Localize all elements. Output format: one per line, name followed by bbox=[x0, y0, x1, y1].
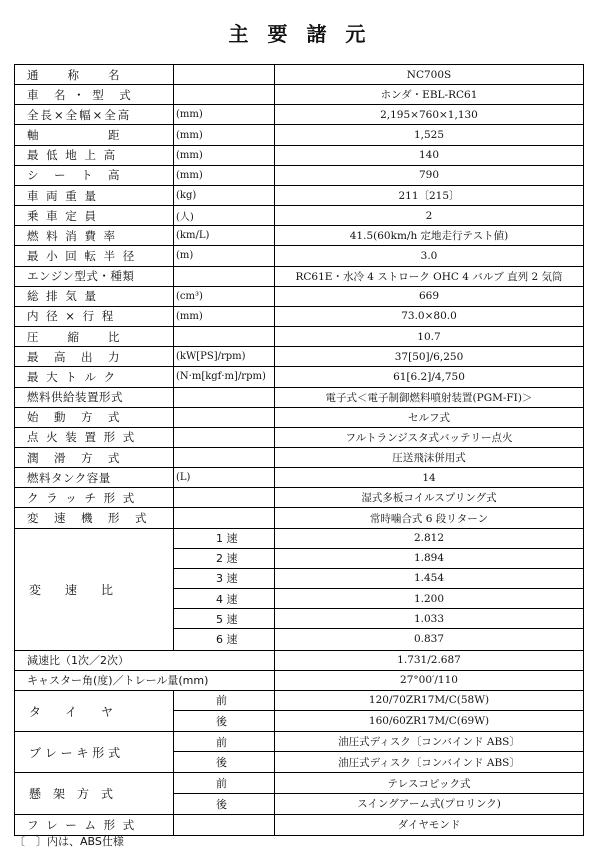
row-unit: (cm³) bbox=[174, 287, 275, 306]
row-label: 変 速 機 形 式 bbox=[15, 508, 174, 527]
row-unit: (L) bbox=[174, 468, 275, 487]
row-label: 内 径 × 行 程 bbox=[15, 307, 174, 326]
row-value: 電子式＜電子制御燃料噴射装置(PGM-FI)＞ bbox=[325, 391, 533, 404]
gear-ratio-label: 変 速 比 bbox=[15, 529, 174, 650]
footnote: 〔 〕内は、ABS仕様 bbox=[14, 835, 124, 848]
gear-name: 4 速 bbox=[174, 589, 275, 608]
row-unit: (m) bbox=[174, 246, 275, 265]
row-value: 圧送飛沫併用式 bbox=[392, 452, 466, 465]
row-value: NC700S bbox=[406, 68, 452, 81]
row-label: ク ラ ッ チ 形 式 bbox=[15, 488, 174, 507]
row-label: 点 火 装 置 形 式 bbox=[15, 428, 174, 447]
row-value: 669 bbox=[418, 290, 440, 303]
row-value: 790 bbox=[418, 169, 440, 182]
row-unit bbox=[174, 815, 275, 835]
gear-name: 2 速 bbox=[174, 549, 275, 568]
gear-value: 1.200 bbox=[413, 592, 445, 605]
row-unit: (人) bbox=[174, 206, 275, 225]
row-unit: (N·m[kgf·m]/rpm) bbox=[174, 367, 275, 386]
table-row bbox=[15, 146, 583, 166]
table-row bbox=[15, 488, 583, 508]
table-row bbox=[15, 307, 583, 327]
sub-label: 前 bbox=[174, 691, 275, 710]
row-label: 軸 距 bbox=[15, 125, 174, 144]
row-label: 減速比（1次／2次） bbox=[15, 651, 275, 670]
row-unit bbox=[174, 428, 275, 447]
gear-value: 1.033 bbox=[413, 612, 445, 625]
tire-label: タ イ ヤ bbox=[15, 691, 174, 731]
row-label: 乗 車 定 員 bbox=[15, 206, 174, 225]
gear-row bbox=[174, 549, 583, 569]
row-label: 車 両 重 量 bbox=[15, 186, 174, 205]
row-label: シ ー ト 高 bbox=[15, 166, 174, 185]
spec-table bbox=[14, 64, 584, 836]
row-value: 3.0 bbox=[420, 249, 438, 262]
row-label: エンジン型式・種類 bbox=[15, 267, 174, 286]
row-value: フルトランジスタ式バッテリー点火 bbox=[345, 431, 513, 444]
sub-row bbox=[174, 691, 583, 711]
row-unit bbox=[174, 448, 275, 467]
row-unit bbox=[174, 388, 275, 407]
row-value: 140 bbox=[418, 149, 440, 162]
row-unit: (km/L) bbox=[174, 226, 275, 245]
row-value: 61[6.2]/4,750 bbox=[393, 370, 465, 383]
row-unit bbox=[174, 508, 275, 527]
row-label: 燃料供給装置形式 bbox=[15, 388, 174, 407]
sub-label: 前 bbox=[174, 773, 275, 792]
gear-name: 5 速 bbox=[174, 609, 275, 628]
table-row bbox=[15, 815, 583, 835]
table-row bbox=[15, 508, 583, 528]
table-row bbox=[15, 125, 583, 145]
row-label: 最 大 ト ル ク bbox=[15, 367, 174, 386]
row-value: ホンダ・EBL-RC61 bbox=[380, 89, 478, 102]
gear-value: 1.894 bbox=[413, 552, 445, 565]
row-label: 最 小 回 転 半 径 bbox=[15, 246, 174, 265]
gear-ratio-group bbox=[15, 529, 583, 651]
suspension-group bbox=[15, 773, 583, 814]
sub-row bbox=[174, 794, 583, 814]
row-unit bbox=[174, 408, 275, 427]
row-label: 総 排 気 量 bbox=[15, 287, 174, 306]
sub-value: テレスコピック式 bbox=[387, 777, 471, 790]
sub-label: 後 bbox=[174, 711, 275, 731]
table-row bbox=[15, 246, 583, 266]
sub-label: 後 bbox=[174, 794, 275, 814]
gear-row bbox=[174, 629, 583, 649]
row-label: 燃料タンク容量 bbox=[15, 468, 174, 487]
row-value: 37[50]/6,250 bbox=[394, 350, 464, 363]
row-unit: (kg) bbox=[174, 186, 275, 205]
gear-name: 1 速 bbox=[174, 529, 275, 548]
gear-value: 1.454 bbox=[413, 572, 445, 585]
gear-value: 2.812 bbox=[413, 532, 445, 545]
row-unit: (mm) bbox=[174, 146, 275, 165]
sub-row bbox=[174, 732, 583, 752]
sub-row bbox=[174, 752, 583, 772]
row-value: ダイヤモンド bbox=[397, 819, 461, 832]
gear-row bbox=[174, 589, 583, 609]
brake-group bbox=[15, 732, 583, 773]
sub-value: 油圧式ディスク〔コンバインド ABS〕 bbox=[338, 756, 520, 769]
row-label: 全長×全幅×全高 bbox=[15, 105, 174, 124]
table-row bbox=[15, 428, 583, 448]
table-row bbox=[15, 651, 583, 671]
row-label: 圧 縮 比 bbox=[15, 327, 174, 346]
row-unit bbox=[174, 267, 275, 286]
gear-row bbox=[174, 529, 583, 549]
table-row bbox=[15, 105, 583, 125]
table-row bbox=[15, 65, 583, 85]
sub-value: 油圧式ディスク〔コンバインド ABS〕 bbox=[338, 736, 520, 749]
gear-name: 6 速 bbox=[174, 629, 275, 649]
brake-label: ブ レ ー キ 形 式 bbox=[15, 732, 174, 772]
suspension-label: 懸 架 方 式 bbox=[15, 773, 174, 813]
row-value: 41.5(60km/h 定地走行テスト値) bbox=[349, 230, 509, 243]
sub-value: 160/60ZR17M/C(69W) bbox=[368, 715, 490, 728]
row-label: 最 低 地 上 高 bbox=[15, 146, 174, 165]
row-unit: (mm) bbox=[174, 307, 275, 326]
sub-value: スイングアーム式(プロリンク) bbox=[357, 798, 501, 811]
row-value: 27°00′/110 bbox=[400, 674, 458, 687]
table-row bbox=[15, 468, 583, 488]
row-value: 2 bbox=[425, 209, 433, 222]
table-row bbox=[15, 408, 583, 428]
row-label: 燃 料 消 費 率 bbox=[15, 226, 174, 245]
tire-group bbox=[15, 691, 583, 732]
row-value: 1,525 bbox=[413, 129, 445, 142]
table-row bbox=[15, 367, 583, 387]
row-unit: (kW[PS]/rpm) bbox=[174, 347, 275, 366]
row-label: 車 名 ・ 型 式 bbox=[15, 85, 174, 104]
table-row bbox=[15, 347, 583, 367]
row-value: 常時噛合式 6 段リターン bbox=[369, 512, 489, 525]
sub-label: 前 bbox=[174, 732, 275, 751]
row-label: 潤 滑 方 式 bbox=[15, 448, 174, 467]
row-label: フ レ ー ム 形 式 bbox=[15, 815, 174, 835]
sub-row bbox=[174, 711, 583, 731]
row-value: 14 bbox=[422, 471, 436, 484]
row-unit: (mm) bbox=[174, 105, 275, 124]
table-row bbox=[15, 671, 583, 691]
row-label: 通 称 名 bbox=[15, 65, 174, 84]
table-row bbox=[15, 186, 583, 206]
row-value: 10.7 bbox=[417, 330, 441, 343]
gear-value: 0.837 bbox=[413, 633, 445, 646]
row-unit: (mm) bbox=[174, 125, 275, 144]
row-unit: (mm) bbox=[174, 166, 275, 185]
table-row bbox=[15, 287, 583, 307]
row-value: RC61E・水冷 4 ストローク OHC 4 バルブ 直列 2 気筒 bbox=[295, 270, 563, 283]
sub-value: 120/70ZR17M/C(58W) bbox=[368, 694, 490, 707]
table-row bbox=[15, 85, 583, 105]
table-row bbox=[15, 327, 583, 347]
row-value: 73.0×80.0 bbox=[401, 310, 457, 323]
gear-row bbox=[174, 609, 583, 629]
row-value: 211〔215〕 bbox=[398, 190, 460, 203]
row-label: 始 動 方 式 bbox=[15, 408, 174, 427]
table-row bbox=[15, 166, 583, 186]
row-label: キャスター角(度)／トレール量(mm) bbox=[15, 671, 275, 690]
page-title: 主 要 諸 元 bbox=[228, 22, 372, 46]
gear-name: 3 速 bbox=[174, 569, 275, 588]
row-unit bbox=[174, 327, 275, 346]
row-value: 湿式多板コイルスプリング式 bbox=[361, 492, 497, 505]
row-unit bbox=[174, 488, 275, 507]
row-label: 最 高 出 力 bbox=[15, 347, 174, 366]
table-row bbox=[15, 206, 583, 226]
sub-row bbox=[174, 773, 583, 793]
row-unit bbox=[174, 85, 275, 104]
table-row bbox=[15, 448, 583, 468]
row-unit bbox=[174, 65, 275, 84]
gear-row bbox=[174, 569, 583, 589]
row-value: 2,195×760×1,130 bbox=[380, 108, 478, 121]
table-row bbox=[15, 226, 583, 246]
row-value: 1.731/2.687 bbox=[397, 654, 461, 667]
table-row bbox=[15, 267, 583, 287]
sub-label: 後 bbox=[174, 752, 275, 772]
table-row bbox=[15, 388, 583, 408]
row-value: セルフ式 bbox=[408, 411, 450, 424]
